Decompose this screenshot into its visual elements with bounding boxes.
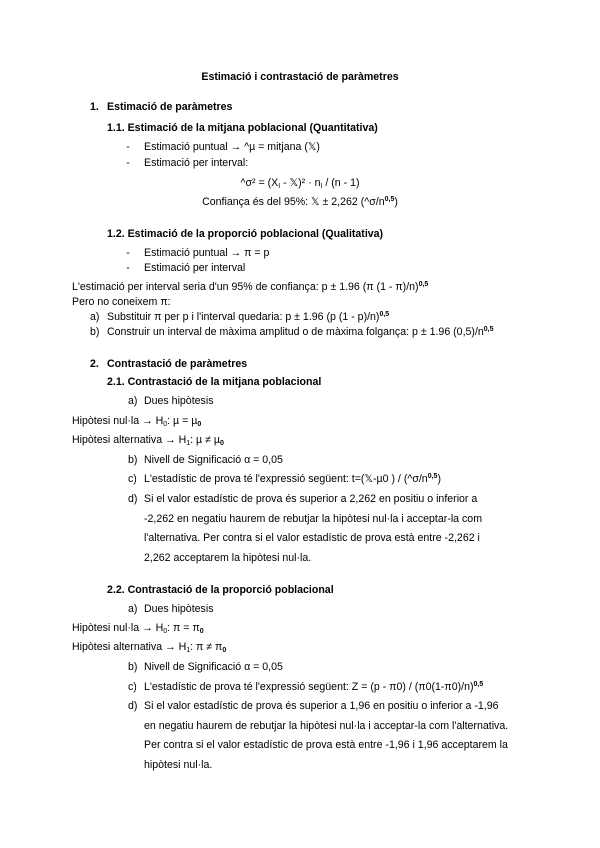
section-1-heading: Estimació de paràmetres [107, 101, 233, 113]
alternative-hypothesis: Hipòtesi alternativa → $H_1$: $\pi \ne \pi_0$ [72, 641, 227, 654]
list-label: b) [128, 661, 138, 673]
paragraph-line: en negatiu haurem de rebutjar la hipòtesi nul·la i acceptar-la com l'alternativa. [144, 720, 509, 732]
section-2-1-heading: 2.1. Contrastació de la mitjana poblacional [107, 376, 322, 388]
paragraph-line: Per contra si el valor estadístic de prova està entre -1,96 i 1,96 acceptarem la [144, 739, 508, 751]
list-item: Nivell de Significació α = 0,05 [144, 454, 283, 466]
bullet-dash: - [126, 262, 130, 274]
null-hypothesis: Hipòtesi $nul\cdot la \to H_0$: µ = µ$_0$ [72, 415, 202, 428]
paragraph-line: l'alternativa. Per contra si el valor estadístic de prova està entre -2,262 i [144, 532, 480, 544]
section-1-1-heading: 1.1. Estimació de la mitjana poblacional (Quantitativa) [107, 122, 378, 134]
null-hypothesis: Hipòtesi $nul\cdot la \to H_0$: $\pi = \pi_0$ [72, 622, 204, 635]
list-label: c) [128, 681, 137, 693]
list-item: Construir un interval de màxima amplitud o de màxima folgança: p ± 1.96 $(0,5)/n^{0,5}$ [107, 326, 494, 338]
confidence-formula: Confiança és del 95%: 𝕏 ± 2,262 $(\^{}\sigma/n^{0,5})$ [202, 196, 398, 208]
paragraph-line: hipòtesi nul·la. [144, 759, 213, 771]
bullet-dash: - [126, 247, 130, 259]
paragraph-line: -2,262 en negatiu haurem de rebutjar la hipòtesi nul·la i acceptar-la com [144, 513, 483, 525]
list-item: Dues hipòtesis [144, 395, 214, 407]
bullet-dash: - [126, 157, 130, 169]
paragraph: Pero no coneixem π: [72, 296, 171, 308]
paragraph-line: Si el valor estadístic de prova és superior a 1,96 en positiu o inferior a -1,96 [144, 700, 499, 712]
list-label: b) [128, 454, 138, 466]
page-title: Estimació i contrastació de paràmetres [201, 71, 399, 83]
list-label: b) [90, 326, 100, 338]
list-label: c) [128, 473, 137, 485]
list-label: a) [90, 311, 100, 323]
section-2-heading: Contrastació de paràmetres [107, 358, 248, 370]
alternative-hypothesis: Hipòtesi alternativa → $H_1$: µ ≠ µ$_0$ [72, 434, 224, 447]
section-2-number: 2. [90, 358, 99, 370]
list-label: a) [128, 395, 138, 407]
list-item: Dues hipòtesis [144, 603, 214, 615]
bullet-dash: - [126, 141, 130, 153]
section-1-number: 1. [90, 101, 99, 113]
list-label: a) [128, 603, 138, 615]
paragraph-line: Si el valor estadístic de prova és superior a 2,262 en positiu o inferior a [144, 493, 478, 505]
list-item: L'estadístic de prova té l'expressió següent: t=(𝕏-µ0 ) / $(\^{}\sigma/n^{0,5})$ [144, 473, 441, 485]
list-item: Estimació puntual → ^µ = mitjana (𝕏) [144, 141, 320, 153]
section-2-2-heading: 2.2. Contrastació de la proporció poblacional [107, 584, 334, 596]
list-item: Estimació puntual → π = p [144, 247, 270, 259]
list-label: d) [128, 493, 138, 505]
list-label: d) [128, 700, 138, 712]
list-item: Estimació per interval: [144, 157, 249, 169]
list-item: Nivell de Significació α = 0,05 [144, 661, 283, 673]
paragraph: L'estimació per interval seria d'un 95% de confiança: p ± 1.96 (π (1 - π)/n)$^{0,5}$ [72, 281, 429, 293]
list-item: Substituir π per p i l'interval quedaria: p ± 1.96 (p (1 - p)/n)$^{0,5}$ [107, 311, 390, 323]
list-item: L'estadístic de prova té l'expressió següent: $Z = (p - \pi 0) / (\pi 0(1-\pi 0)/n)^{0,5}$ [144, 681, 484, 693]
paragraph-line: 2,262 acceptarem la hipòtesi nul·la. [144, 552, 312, 564]
list-item: Estimació per interval [144, 262, 246, 274]
variance-formula: ^σ² = ($X_I$ - 𝕏)² · $n_I / (n - 1)$ [240, 177, 360, 190]
section-1-2-heading: 1.2. Estimació de la proporció poblacional (Qualitativa) [107, 228, 384, 240]
